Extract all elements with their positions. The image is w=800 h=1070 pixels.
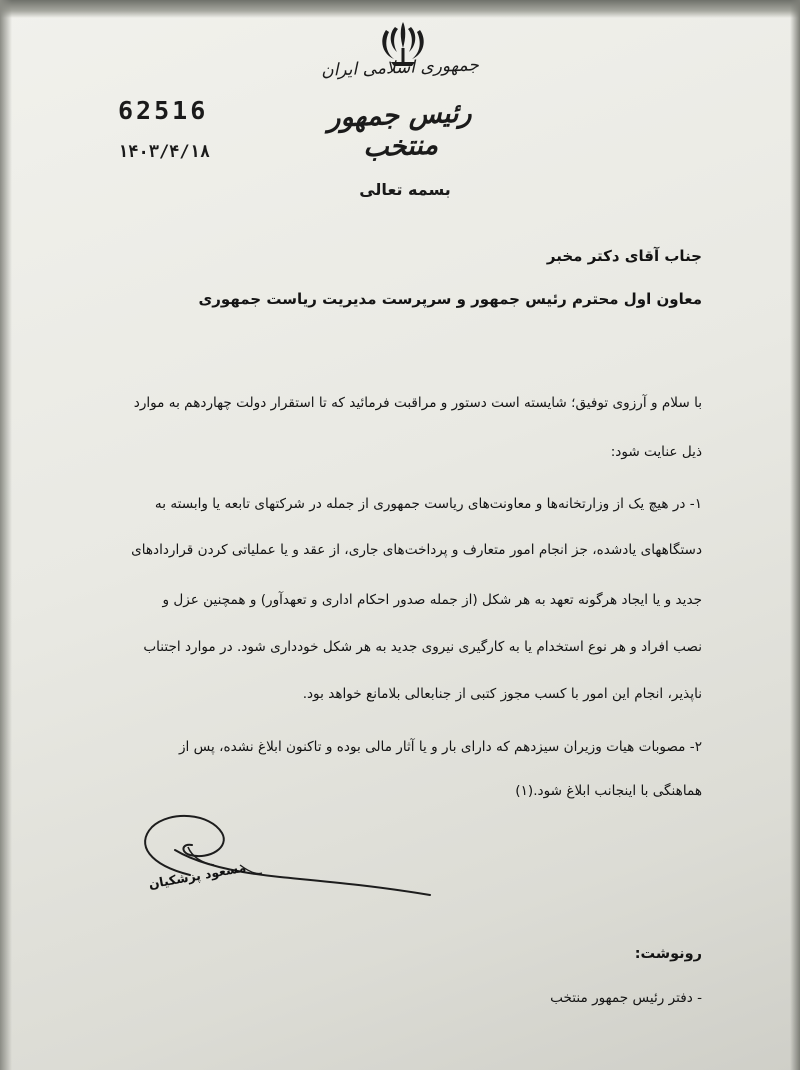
cc-label: رونوشت: <box>634 946 702 962</box>
letterhead-office: رئیس جمهور منتخب <box>326 97 473 164</box>
intro-line-2: ذیل عنایت شود: <box>610 444 702 460</box>
handwritten-signature <box>130 805 450 915</box>
addressee-name: جناب آقای دکتر مخبر <box>546 247 702 265</box>
intro-line-1: با سلام و آرزوی توفیق؛ شایسته است دستور و مراقبت فرمائید که تا استقرار دولت چهاردهم به موارد <box>133 395 702 411</box>
reference-number: 62516 <box>118 96 209 125</box>
item1-line-1: ۱- در هیچ یک از وزارتخانه‌ها و معاونت‌های ریاست جمهوری از جمله در شرکتهای تابعه یا وابسته به <box>154 496 702 512</box>
signer-name: مسعود پزشکیان <box>147 859 248 892</box>
reference-date: ۱۴۰۳/۴/۱۸ <box>118 142 211 162</box>
page-shadow-left <box>0 0 12 1070</box>
item1-line-2: دستگاههای یادشده، جز انجام امور متعارف و پرداخت‌های جاری، از عقد و یا عملیاتی کردن قراردادهای <box>131 542 702 558</box>
addressee-title: معاون اول محترم رئیس جمهور و سرپرست مدیریت ریاست جمهوری <box>198 290 702 308</box>
invocation-heading: بسمه تعالی <box>359 180 451 199</box>
item2-line-1: ۲- مصوبات هیات وزیران سیزدهم که دارای بار و یا آثار مالی بوده و تاکنون ابلاغ نشده، پس از <box>178 739 702 755</box>
item2-line-2: هماهنگی با اینجانب ابلاغ شود.(۱) <box>515 783 702 799</box>
page-shadow-right <box>790 0 800 1070</box>
page-shadow-top <box>0 0 800 18</box>
item1-line-3: جدید و یا ایجاد هرگونه تعهد به هر شکل (از جمله صدور احکام اداری و تعهدآور) و همچنین عزل و <box>162 592 702 608</box>
letterhead-republic: جمهوری اسلامی ایران <box>320 55 480 81</box>
item1-line-5: ناپذیر، انجام این امور با کسب مجوز کتبی از جنابعالی بلامانع خواهد بود. <box>302 686 702 702</box>
item1-line-4: نصب افراد و هر نوع استخدام یا به کارگیری نیروی جدید به هر شکل خودداری شود. در موارد اجتناب <box>143 639 702 655</box>
cc-item: - دفتر رئیس جمهور منتخب <box>550 990 702 1006</box>
